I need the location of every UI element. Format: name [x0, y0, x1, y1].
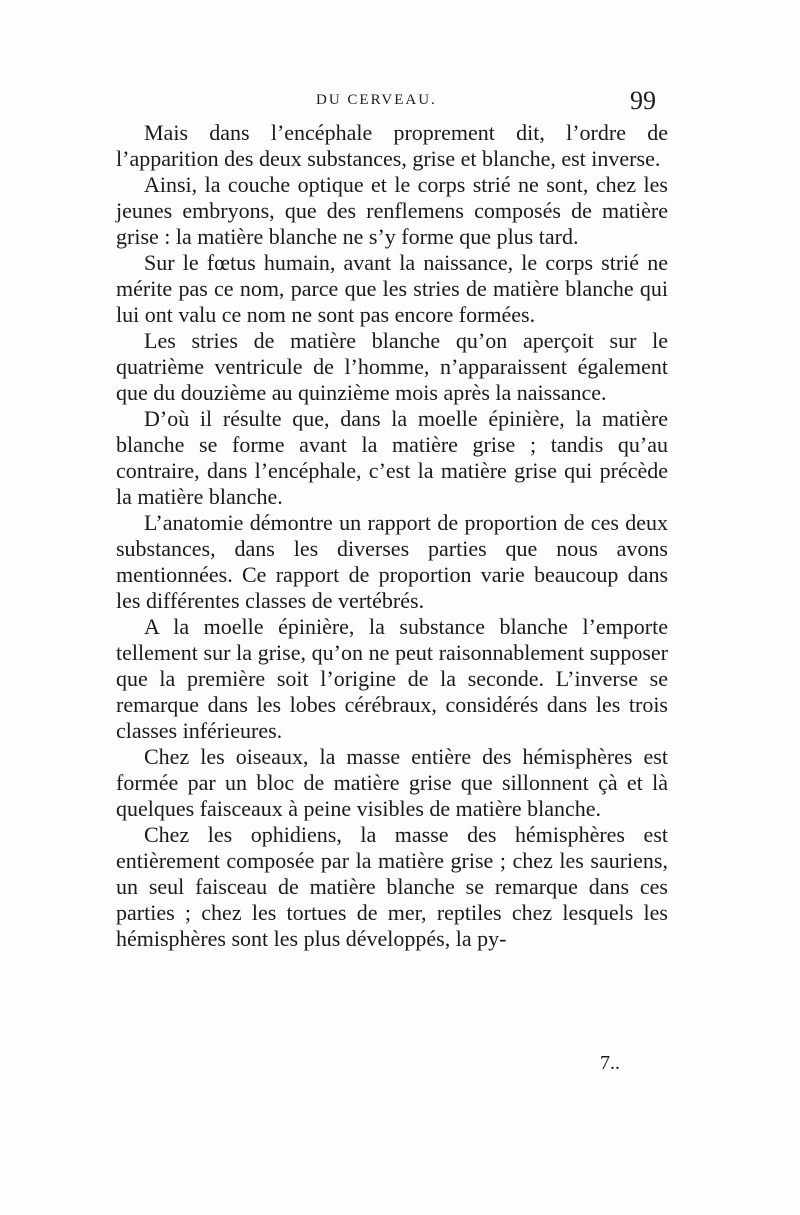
paragraph: Chez les oiseaux, la masse entière des hémisphères est formée par un bloc de matière grise que sillonnent çà et là quelques faisceaux à peine visibles de matière blanche. [116, 744, 668, 821]
paragraph: Les stries de matière blanche qu’on aperçoit sur le quatrième ventricule de l’homme, n’apparaissent également que du douzième au quinzième mois après la naissance. [116, 328, 668, 405]
running-head [116, 86, 656, 118]
paragraph: L’anatomie démontre un rapport de proportion de ces deux substances, dans les diverses parties que nous avons mentionnées. Ce rapport de proportion varie beaucoup dans les différentes classes de vertébrés. [116, 510, 668, 613]
paragraph: Ainsi, la couche optique et le corps strié ne sont, chez les jeunes embryons, que des renflemens composés de matière grise : la matière blanche ne s’y forme que plus tard. [116, 172, 668, 249]
paragraph: Sur le fœtus humain, avant la naissance, le corps strié ne mérite pas ce nom, parce que les stries de matière blanche qui lui ont valu ce nom ne sont pas encore formées. [116, 250, 668, 327]
page-number: 99 [630, 86, 656, 115]
paragraph: D’où il résulte que, dans la moelle épinière, la matière blanche se forme avant la matière grise ; tandis qu’au contraire, dans l’encéphale, c’est la matière grise qui précède la matière blanche. [116, 406, 668, 509]
body-text [116, 120, 668, 952]
running-title: DU CERVEAU. [316, 92, 437, 108]
paragraph: Chez les ophidiens, la masse des hémisphères est entièrement composée par la matière grise ; chez les sauriens, un seul faisceau de matière blanche se remarque dans ces parties ; chez les tortues de mer, reptiles chez lesquels les hémisphères sont les plus développés, la py- [116, 822, 668, 951]
paragraph: A la moelle épinière, la substance blanche l’emporte tellement sur la grise, qu’on ne peut raisonnablement supposer que la première soit l’origine de la seconde. L’inverse se remarque dans les lobes cérébraux, considérés dans les trois classes inférieures. [116, 614, 668, 743]
signature-mark: 7.. [600, 1052, 620, 1074]
paragraph: Mais dans l’encéphale proprement dit, l’ordre de l’apparition des deux substances, grise et blanche, est inverse. [116, 120, 668, 171]
